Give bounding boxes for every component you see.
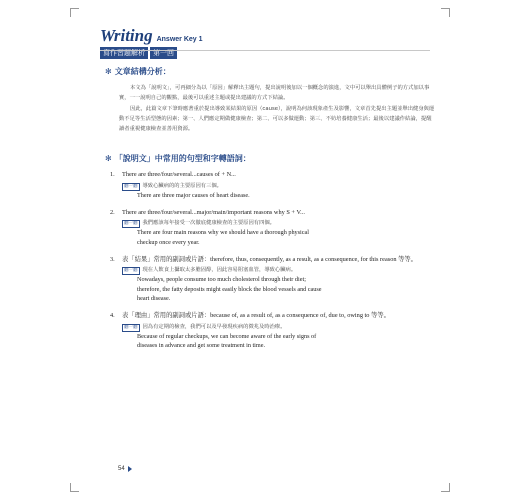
pattern-item xyxy=(110,208,435,247)
page-content xyxy=(105,66,435,358)
item-number: 2. xyxy=(110,208,115,216)
chinese-example: 因為有定期的檢查，我們可以及早發現疾病的徵兆及時治療。 xyxy=(142,323,286,330)
round-badge: 第一回 xyxy=(150,47,177,59)
chinese-example: 我們應該每年接受一次徹底健康檢查的主要原因有四個。 xyxy=(142,220,275,227)
english-example: There are three major causes of heart disease. xyxy=(137,191,250,199)
asterisk-icon: ✻ xyxy=(105,154,112,163)
english-example: Because of regular checkups, we can become aware of the early signs of xyxy=(137,332,317,340)
english-example: checkup once every year. xyxy=(137,238,200,246)
crop-mark-bottom-right xyxy=(441,483,450,492)
crop-mark-top-left xyxy=(70,8,79,17)
item-pattern: There are three/four/several...causes of + N... xyxy=(122,171,236,178)
brand-title: Writing xyxy=(100,26,153,45)
pattern-list xyxy=(110,170,435,350)
item-pattern: There are three/four/several...major/main/important reasons why S + V... xyxy=(122,208,305,216)
paragraph: 本文為「說明文」，可再細分為以「原因」解釋出主題句，提出說明後加以一個概念的演進，文中可以舉出具體例子的方式加以事實，一一說明自己的觀點，最後可以重述主題或提出建議的方式下結論。 xyxy=(119,85,430,101)
section-structure-title xyxy=(105,66,435,77)
english-example: therefore, the fatty deposits might easily block the blood vessels and cause xyxy=(137,285,322,293)
section-patterns-title xyxy=(105,153,435,164)
crop-mark-top-right xyxy=(441,8,450,17)
page-header xyxy=(100,26,203,59)
item-number: 1. xyxy=(110,171,115,178)
header-divider xyxy=(100,50,430,51)
pattern-item xyxy=(110,170,435,200)
crop-mark-bottom-left xyxy=(70,483,79,492)
chinese-example: 導致心臟病的的主要原因有三個。 xyxy=(142,182,222,189)
page-footer xyxy=(118,466,132,472)
item-number: 4. xyxy=(110,312,115,320)
chapter-badge: 寫作習題解析 xyxy=(100,47,148,59)
brand-subtitle: Answer Key 1 xyxy=(156,36,203,43)
translate-tag: 翻一翻 xyxy=(124,221,138,227)
page-number: 54 xyxy=(118,466,125,472)
english-example: There are four main reasons why we should have a thorough physical xyxy=(137,229,309,237)
pattern-item xyxy=(110,311,435,350)
section-structure-title-text: 文章結構分析： xyxy=(114,67,171,76)
translate-tag: 翻一翻 xyxy=(124,324,138,330)
chinese-example: 現在人飲食上攝取太多膽固醇，因此容易阻塞血管，導致心臟病。 xyxy=(142,267,297,274)
arrow-right-icon xyxy=(128,466,132,472)
item-pattern: 表「結果」常用的副詞或片語：therefore, thus, consequently, as a result, as a consequence, for this reason 等等。 xyxy=(122,255,417,263)
english-example: Nowadays, people consume too much cholesterol through their diet; xyxy=(137,276,306,284)
paragraph: 因此，此篇文章下筆時應著重於提出導致某結果的原因（cause），說明為何該現象產生及影響，文章首先提出主題並舉出健身與運動不足等生活型態的因素；第一、人們應定期做健康檢查；第二、可以多做運動；第三、不妨培養健康生活；最後以建議作結論，提醒讀者重視健康檢查並善用資源。 xyxy=(119,106,435,132)
section-patterns-title-text: 「說明文」中常用的句型和字轉語詞： xyxy=(114,154,251,163)
english-example: diseases in advance and get some treatment in time. xyxy=(137,342,266,350)
translate-tag: 翻一翻 xyxy=(124,183,138,189)
item-number: 3. xyxy=(110,255,115,263)
translate-tag: 翻一翻 xyxy=(124,268,138,274)
english-example: heart disease. xyxy=(137,294,171,302)
pattern-item xyxy=(110,255,435,303)
asterisk-icon: ✻ xyxy=(105,67,112,76)
item-pattern: 表「理由」常用的副詞或片語：because of, as a result of, as a consequence of, due to, owing to 等等。 xyxy=(122,312,390,320)
